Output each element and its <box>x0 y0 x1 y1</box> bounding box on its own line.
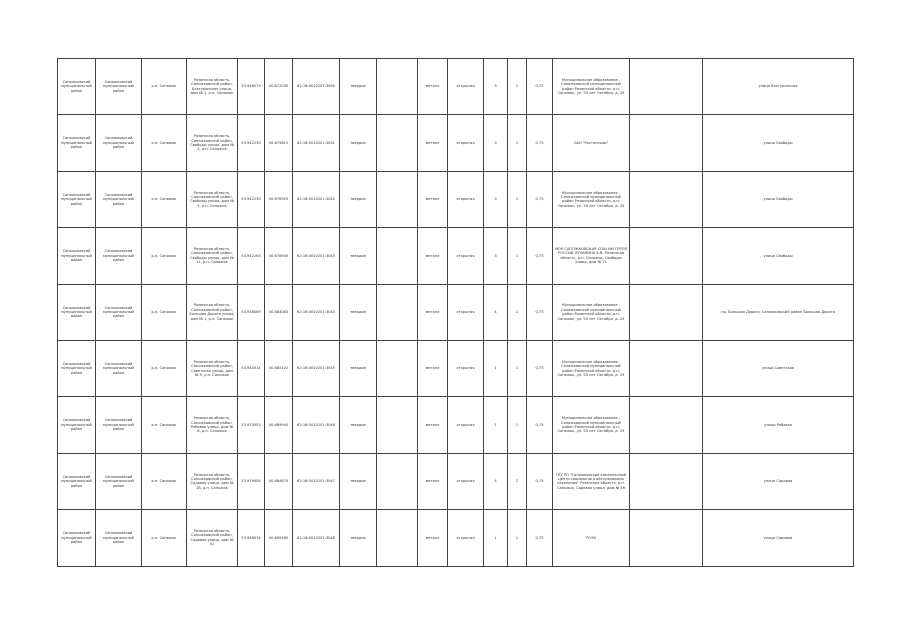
cell-area <box>377 284 418 340</box>
cell-address: Рязанская область, Сапожковский район, Свободы улица, дом № 9, р.п. Сапожок <box>187 171 238 227</box>
cell-count: 1 <box>508 340 527 396</box>
cell-count: 2 <box>508 284 527 340</box>
cell-sources <box>630 171 703 227</box>
cell-containers: 3 <box>484 171 508 227</box>
cell-material: металл <box>418 171 448 227</box>
cell-settlement: р.п. Сапожок <box>142 228 187 284</box>
cell-count: 1 <box>508 228 527 284</box>
cell-settlement: р.п. Сапожок <box>142 510 187 566</box>
cell-owner: Муниципальное образование - Сапожковский муниципальный район Рязанской области, р.п. Сапожок, ул. 50 лет Октября, д. 25 <box>553 340 630 396</box>
cell-district: Сапожковский муниципальный район <box>58 115 96 171</box>
cell-lon: 40.672035 <box>265 59 293 115</box>
table-row <box>58 453 854 509</box>
cell-lat: 53.979404 <box>238 453 265 509</box>
cell-lat: 53.942230 <box>238 115 265 171</box>
table-row <box>58 397 854 453</box>
cell-cadastral: 62:16:0010201:3047 <box>293 453 340 509</box>
cell-volume: 0,75 <box>527 397 553 453</box>
cell-sources <box>630 510 703 566</box>
cell-volume: 0,75 <box>527 59 553 115</box>
cell-district2: Сапожковский муниципальный район <box>96 284 142 340</box>
cell-address: Рязанская область, Сапожковский район, Рябовая улица, дом № 8, р.п. Сапожок <box>187 397 238 453</box>
cell-district: Сапожковский муниципальный район <box>58 284 96 340</box>
cell-sources <box>630 115 703 171</box>
cell-sources <box>630 228 703 284</box>
cell-volume: 0,75 <box>527 228 553 284</box>
cell-district2: Сапожковский муниципальный район <box>96 171 142 227</box>
cell-volume: 0,75 <box>527 510 553 566</box>
cell-cadastral: 62:16:0010201:3046 <box>293 397 340 453</box>
cell-lon: 40.684083 <box>265 284 293 340</box>
cell-material: металл <box>418 228 448 284</box>
cell-district: Сапожковский муниципальный район <box>58 397 96 453</box>
cell-district2: Сапожковский муниципальный район <box>96 228 142 284</box>
cell-material: металл <box>418 59 448 115</box>
cell-address: Рязанская область, Сапожковский район, Бахтуринская улица, дом № 1, р.п. Сапожок <box>187 59 238 115</box>
cell-lon: 40.678945 <box>265 228 293 284</box>
cell-type: открытая <box>448 115 484 171</box>
cell-surface: твердое <box>340 397 377 453</box>
cell-address: Рязанская область, Сапожковский район, Большая Дорога улица, дом № 1, р.п. Сапожок <box>187 284 238 340</box>
cell-count: 1 <box>508 171 527 227</box>
cell-address: Рязанская область, Сапожковский район, Садовая улица, дом № 18, р.п. Сапожок <box>187 453 238 509</box>
cell-street: улица Рябовая <box>703 397 854 453</box>
cell-cadastral: 62:16:0010201:3041 <box>293 115 340 171</box>
table-row <box>58 284 854 340</box>
cell-settlement: р.п. Сапожок <box>142 115 187 171</box>
cell-street: улица Свободы <box>703 115 854 171</box>
cell-material: металл <box>418 284 448 340</box>
cell-count: 1 <box>508 397 527 453</box>
cell-area <box>377 171 418 227</box>
cell-containers: 1 <box>484 340 508 396</box>
cell-owner: РОЭК <box>553 510 630 566</box>
cell-containers: 1 <box>484 510 508 566</box>
cell-lat: 53.940514 <box>238 340 265 396</box>
cell-area <box>377 228 418 284</box>
cell-owner: Муниципальное образование - Сапожковский муниципальный район Рязанской области, р.п. Сапожок, ул. 50 лет Октября, д. 25 <box>553 59 630 115</box>
cell-type: открытая <box>448 284 484 340</box>
cell-lat: 53.942230 <box>238 171 265 227</box>
cell-address: Рязанская область, Сапожковский район, Советская улица, дом № 9, р.п. Сапожок <box>187 340 238 396</box>
cell-count: 1 <box>508 59 527 115</box>
cell-street: улица Свободы <box>703 171 854 227</box>
cell-street: пр. Большая Дорога, Сапожковский район Большая Дорога <box>703 284 854 340</box>
cell-street: улица Садовая <box>703 510 854 566</box>
cell-cadastral: 62:16:0010201:3048 <box>293 510 340 566</box>
cell-volume: 0,75 <box>527 171 553 227</box>
cell-volume: 0,75 <box>527 284 553 340</box>
table-row <box>58 115 854 171</box>
cell-volume: 0,75 <box>527 453 553 509</box>
cell-type: открытая <box>448 171 484 227</box>
cell-containers: 3 <box>484 115 508 171</box>
cell-count: 1 <box>508 510 527 566</box>
cell-containers: 3 <box>484 228 508 284</box>
cell-district2: Сапожковский муниципальный район <box>96 59 142 115</box>
cell-owner: Муниципальное образование - Сапожковский муниципальный район Рязанской области, р.п. Сапожок, ул. 50 лет Октября, д. 25 <box>553 397 630 453</box>
cell-settlement: р.п. Сапожок <box>142 397 187 453</box>
cell-street: улица Свободы <box>703 228 854 284</box>
cell-area <box>377 510 418 566</box>
cell-surface: твердое <box>340 284 377 340</box>
cell-address: Рязанская область, Сапожковский район, Садовая улица, дом № 41 <box>187 510 238 566</box>
cell-containers: 3 <box>484 59 508 115</box>
cell-surface: твердое <box>340 510 377 566</box>
cell-owner: ГБУ РО "Сапожковский комплексный центр социального обслуживания населения" Рязанская область, р.п. Сапожок, Садовая улица, дом № 16 <box>553 453 630 509</box>
cell-surface: твердое <box>340 59 377 115</box>
cell-lat: 53.946073 <box>238 59 265 115</box>
cell-containers: 4 <box>484 284 508 340</box>
table-row <box>58 510 854 566</box>
table-row <box>58 228 854 284</box>
cell-lat: 53.933053 <box>238 397 265 453</box>
cell-type: открытая <box>448 510 484 566</box>
cell-volume: 0,75 <box>527 115 553 171</box>
cell-cadastral: 62:16:0010201:3045 <box>293 340 340 396</box>
cell-district: Сапожковский муниципальный район <box>58 510 96 566</box>
cell-district2: Сапожковский муниципальный район <box>96 510 142 566</box>
cell-district: Сапожковский муниципальный район <box>58 228 96 284</box>
cell-area <box>377 59 418 115</box>
cell-district2: Сапожковский муниципальный район <box>96 453 142 509</box>
cell-containers: 1 <box>484 397 508 453</box>
cell-type: открытая <box>448 228 484 284</box>
cell-settlement: р.п. Сапожок <box>142 453 187 509</box>
cell-sources <box>630 397 703 453</box>
cell-address: Рязанская область, Сапожковский район, Свободы улица, дом № 5, р.п. Сапожок <box>187 115 238 171</box>
cell-lat: 53.938089 <box>238 284 265 340</box>
cell-type: открытая <box>448 453 484 509</box>
cell-street: улица Бахтуринская <box>703 59 854 115</box>
cell-surface: твердое <box>340 228 377 284</box>
cell-district2: Сапожковский муниципальный район <box>96 115 142 171</box>
cell-settlement: р.п. Сапожок <box>142 284 187 340</box>
cell-street: улица Садовая <box>703 453 854 509</box>
cell-district: Сапожковский муниципальный район <box>58 59 96 115</box>
cell-material: металл <box>418 340 448 396</box>
cell-area <box>377 453 418 509</box>
cell-lon: 40.689945 <box>265 397 293 453</box>
table-row <box>58 59 854 115</box>
cell-surface: твердое <box>340 171 377 227</box>
cell-sources <box>630 453 703 509</box>
cell-district2: Сапожковский муниципальный район <box>96 397 142 453</box>
cell-owner: МОУ САПОЖКОВСКАЯ СОШ ИМ ГЕРОЯ РОССИИ ЛУЧИНИНА А.В. Рязанская область, р.п. Сапожок, Свободы улица, дом № 11 <box>553 228 630 284</box>
cell-settlement: р.п. Сапожок <box>142 340 187 396</box>
cell-area <box>377 115 418 171</box>
cell-area <box>377 397 418 453</box>
cell-cadastral: 62:16:0010201:3044 <box>293 284 340 340</box>
cell-cadastral: 62:16:0010201:3042 <box>293 171 340 227</box>
cell-sources <box>630 284 703 340</box>
cell-settlement: р.п. Сапожок <box>142 171 187 227</box>
cell-sources <box>630 59 703 115</box>
registry-table <box>57 58 854 567</box>
cell-containers: 4 <box>484 453 508 509</box>
cell-type: открытая <box>448 59 484 115</box>
cell-cadastral: 62:16:0010201:3043 <box>293 228 340 284</box>
cell-count: 2 <box>508 453 527 509</box>
cell-district: Сапожковский муниципальный район <box>58 453 96 509</box>
cell-lon: 40.678925 <box>265 171 293 227</box>
cell-owner: Муниципальное образование - Сапожковский муниципальный район Рязанской области, р.п. Сапожок, ул. 50 лет Октября, д. 25 <box>553 171 630 227</box>
cell-surface: твердое <box>340 340 377 396</box>
cell-type: открытая <box>448 397 484 453</box>
table-row <box>58 340 854 396</box>
cell-count: 1 <box>508 115 527 171</box>
cell-material: металл <box>418 397 448 453</box>
cell-district: Сапожковский муниципальный район <box>58 171 96 227</box>
cell-owner: ОАО "Ростелеком" <box>553 115 630 171</box>
cell-lon: 40.685102 <box>265 340 293 396</box>
cell-material: металл <box>418 453 448 509</box>
cell-settlement: р.п. Сапожок <box>142 59 187 115</box>
cell-lon: 40.689465 <box>265 510 293 566</box>
cell-volume: 0,75 <box>527 340 553 396</box>
cell-street: улица Советская <box>703 340 854 396</box>
table-row <box>58 171 854 227</box>
cell-lon: 40.679815 <box>265 115 293 171</box>
cell-district: Сапожковский муниципальный район <box>58 340 96 396</box>
cell-material: металл <box>418 510 448 566</box>
cell-address: Рязанская область, Сапожковский район, Свободы улица, дом № 11, р.п. Сапожок <box>187 228 238 284</box>
cell-surface: твердое <box>340 453 377 509</box>
cell-lat: 53.948014 <box>238 510 265 566</box>
cell-sources <box>630 340 703 396</box>
cell-owner: Муниципальное образование - Сапожковский муниципальный район Рязанской области, р.п. Сапожок, ул. 50 лет Октября, д. 25 <box>553 284 630 340</box>
cell-surface: твердое <box>340 115 377 171</box>
cell-material: металл <box>418 115 448 171</box>
cell-area <box>377 340 418 396</box>
cell-type: открытая <box>448 340 484 396</box>
cell-lat: 53.942163 <box>238 228 265 284</box>
cell-cadastral: 62:16:0010201:3040 <box>293 59 340 115</box>
cell-lon: 40.684670 <box>265 453 293 509</box>
cell-district2: Сапожковский муниципальный район <box>96 340 142 396</box>
